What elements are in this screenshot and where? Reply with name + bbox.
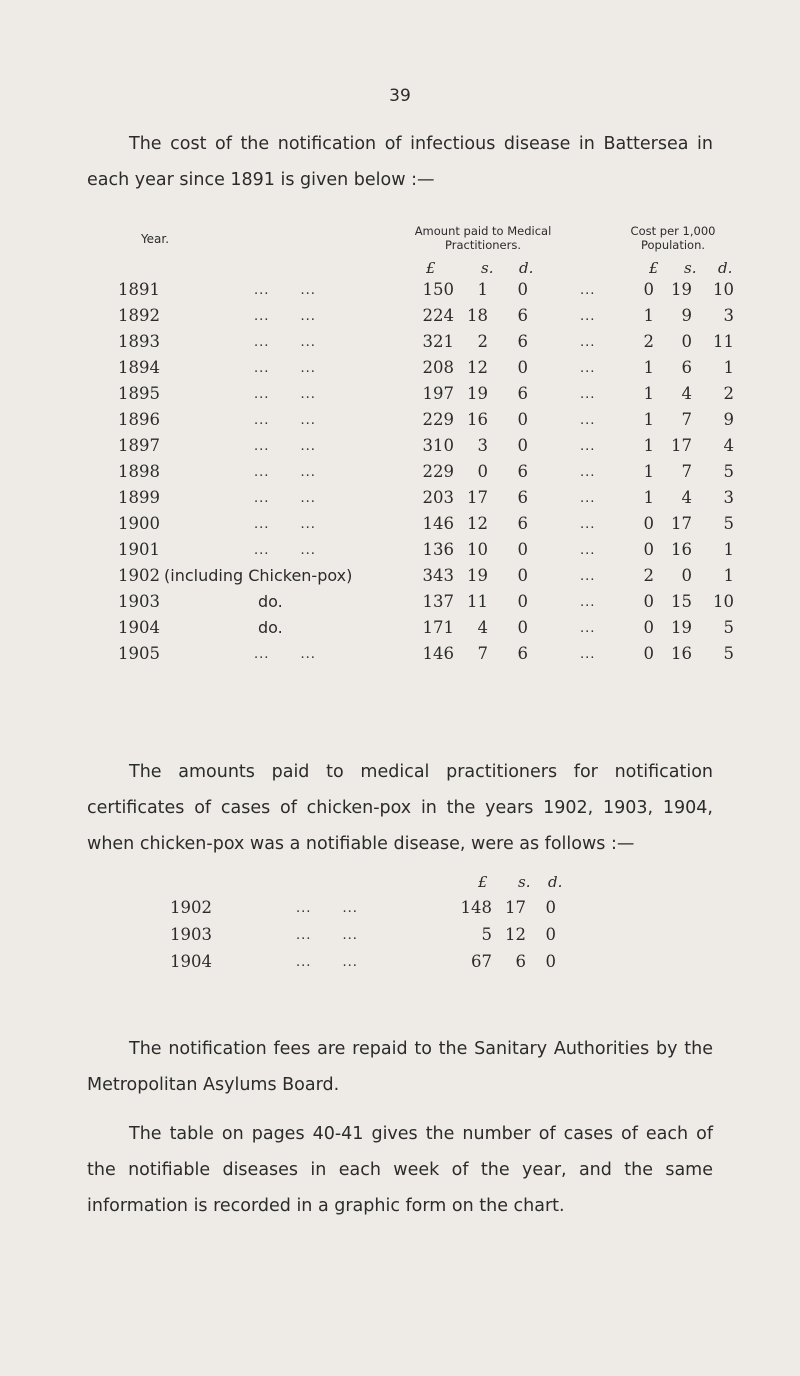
leader-dots: ... ...	[254, 491, 316, 506]
cell-cost-pence: 9	[723, 410, 734, 429]
cell-amount-pounds: 208	[422, 358, 454, 377]
cell-cost-pence: 1	[723, 358, 734, 377]
cell-amount-shillings: 1	[477, 280, 488, 299]
page-number: 39	[389, 86, 411, 106]
cell-amount-pounds: 229	[422, 410, 454, 429]
table-row	[0, 952, 800, 978]
cell-cost-pounds: 1	[643, 384, 654, 403]
cell-amount-pence: 6	[517, 306, 528, 325]
cell-note: (including Chicken-pox)	[164, 566, 353, 585]
leader-dots: ...	[580, 283, 596, 298]
cell-cost-pounds: 0	[643, 644, 654, 663]
table-row	[0, 280, 800, 306]
cell-cost-shillings: 19	[671, 618, 692, 637]
cell-cost-shillings: 4	[681, 488, 692, 507]
cell-cost-shillings: 9	[681, 306, 692, 325]
leader-dots: ...	[580, 413, 596, 428]
cell-amount-shillings: 12	[467, 514, 488, 533]
cell-cost-pence: 5	[723, 618, 734, 637]
cell-year: 1904	[170, 952, 212, 971]
cell-amount-pounds: 150	[422, 280, 454, 299]
cell-cost-shillings: 19	[671, 280, 692, 299]
leader-dots: ...	[580, 491, 596, 506]
cell-year: 1893	[118, 332, 160, 351]
cell-amount-pounds: 343	[422, 566, 454, 585]
table-row	[0, 462, 800, 488]
cell-cost-shillings: 0	[681, 566, 692, 585]
leader-dots: ... ...	[254, 647, 316, 662]
unit-pence: d.	[519, 259, 534, 277]
table-row	[0, 436, 800, 462]
cell-amount-pence: 0	[517, 410, 528, 429]
cell-amount-pounds: 146	[422, 644, 454, 663]
cell-amount-shillings: 17	[467, 488, 488, 507]
table-row	[0, 925, 800, 951]
leader-dots: ... ...	[296, 955, 358, 970]
cell-amount-pence: 0	[517, 592, 528, 611]
table-row	[0, 540, 800, 566]
cell-year: 1895	[118, 384, 160, 403]
cell-cost-shillings: 16	[671, 540, 692, 559]
cell-cost-shillings: 17	[671, 436, 692, 455]
cell-cost-pounds: 2	[643, 566, 654, 585]
header-year: Year.	[140, 232, 170, 246]
cell-year: 1900	[118, 514, 160, 533]
cell-cost-pence: 1	[723, 540, 734, 559]
leader-dots: ... ...	[254, 517, 316, 532]
cell-year: 1904	[118, 618, 160, 637]
cell-cost-pounds: 1	[643, 436, 654, 455]
cell-cost-shillings: 15	[671, 592, 692, 611]
table-row	[0, 618, 800, 644]
cell-note: do.	[258, 592, 283, 611]
intro-paragraph: The cost of the notification of infectious disease in Battersea in each year since 1891 is given below :—	[87, 134, 713, 190]
table-row	[0, 358, 800, 384]
cell-cost-pence: 11	[713, 332, 734, 351]
cell-cost-pounds: 1	[643, 306, 654, 325]
chart-paragraph: The table on pages 40-41 gives the number of cases of each of the notifiable diseases in each week of the year, and the same information is recorded in a graphic form on the chart.	[87, 1124, 713, 1216]
leader-dots: ... ...	[254, 309, 316, 324]
cell-year: 1905	[118, 644, 160, 663]
unit-pounds: £	[426, 259, 436, 277]
cell-amount-pounds: 137	[422, 592, 454, 611]
cell-cost-pence: 3	[723, 306, 734, 325]
cell-cost-shillings: 7	[681, 462, 692, 481]
cell-amount-pence: 0	[517, 540, 528, 559]
cell-cost-pence: 10	[713, 280, 734, 299]
cell-amount-pence: 0	[517, 280, 528, 299]
cell-shillings: 6	[515, 952, 526, 971]
cell-shillings: 12	[505, 925, 526, 944]
unit-shillings: s.	[481, 259, 494, 277]
cell-year: 1901	[118, 540, 160, 559]
cell-cost-pounds: 2	[643, 332, 654, 351]
cp-unit-pence: d.	[548, 873, 563, 891]
cell-amount-pounds: 229	[422, 462, 454, 481]
leader-dots: ...	[580, 569, 596, 584]
cell-cost-pounds: 0	[643, 540, 654, 559]
cell-cost-pounds: 0	[643, 618, 654, 637]
cell-amount-shillings: 10	[467, 540, 488, 559]
cell-amount-shillings: 12	[467, 358, 488, 377]
cell-year: 1902	[118, 566, 160, 585]
leader-dots: ...	[580, 595, 596, 610]
table-row	[0, 384, 800, 410]
cell-year: 1892	[118, 306, 160, 325]
table-row	[0, 514, 800, 540]
cell-year: 1898	[118, 462, 160, 481]
cell-pounds: 148	[460, 898, 492, 917]
cell-amount-pence: 6	[517, 514, 528, 533]
cell-pence: 0	[545, 898, 556, 917]
header-cost: Cost per 1,000 Population.	[630, 224, 716, 252]
cell-cost-pence: 1	[723, 566, 734, 585]
cell-amount-pence: 0	[517, 618, 528, 637]
leader-dots: ...	[580, 517, 596, 532]
cell-cost-pounds: 1	[643, 462, 654, 481]
leader-dots: ... ...	[254, 465, 316, 480]
cell-pence: 0	[545, 925, 556, 944]
cell-year: 1897	[118, 436, 160, 455]
leader-dots: ...	[580, 647, 596, 662]
table-row	[0, 306, 800, 332]
leader-dots: ... ...	[296, 928, 358, 943]
cell-cost-pounds: 0	[643, 514, 654, 533]
repaid-paragraph: The notification fees are repaid to the Sanitary Authorities by the Metropolitan Asylums Board.	[87, 1039, 713, 1095]
table-row	[0, 644, 800, 670]
unit-shillings-cost: s.	[684, 259, 697, 277]
cell-cost-pounds: 0	[643, 592, 654, 611]
leader-dots: ... ...	[254, 361, 316, 376]
leader-dots: ... ...	[254, 543, 316, 558]
unit-pence-cost: d.	[718, 259, 733, 277]
cell-cost-shillings: 0	[681, 332, 692, 351]
cell-shillings: 17	[505, 898, 526, 917]
leader-dots: ... ...	[254, 335, 316, 350]
cell-cost-pounds: 1	[643, 358, 654, 377]
cell-year: 1896	[118, 410, 160, 429]
table-row	[0, 410, 800, 436]
leader-dots: ...	[580, 361, 596, 376]
cell-amount-pence: 6	[517, 462, 528, 481]
cell-cost-shillings: 7	[681, 410, 692, 429]
cell-year: 1902	[170, 898, 212, 917]
chickenpox-paragraph: The amounts paid to medical practitioners for notification certificates of cases of chicken-pox in the years 1902, 1903, 1904, when chicken-pox was a notifiable disease, were as follows :—	[87, 762, 713, 854]
cell-amount-pounds: 203	[422, 488, 454, 507]
leader-dots: ... ...	[254, 413, 316, 428]
cell-amount-pounds: 197	[422, 384, 454, 403]
table-row	[0, 592, 800, 618]
cell-cost-pounds: 1	[643, 410, 654, 429]
leader-dots: ...	[580, 387, 596, 402]
leader-dots: ...	[580, 309, 596, 324]
cell-amount-pence: 0	[517, 566, 528, 585]
cell-amount-pounds: 224	[422, 306, 454, 325]
cell-year: 1903	[118, 592, 160, 611]
cell-cost-shillings: 6	[681, 358, 692, 377]
leader-dots: ... ...	[254, 283, 316, 298]
cell-cost-pence: 3	[723, 488, 734, 507]
cell-amount-pence: 6	[517, 488, 528, 507]
cp-unit-pounds: £	[478, 873, 488, 891]
leader-dots: ...	[580, 465, 596, 480]
cell-amount-shillings: 18	[467, 306, 488, 325]
cell-amount-pounds: 146	[422, 514, 454, 533]
cell-amount-pounds: 136	[422, 540, 454, 559]
cell-pounds: 67	[471, 952, 492, 971]
header-amount: Amount paid to Medical Practitioners.	[414, 224, 552, 252]
cell-year: 1891	[118, 280, 160, 299]
table-row	[0, 488, 800, 514]
cell-amount-pounds: 171	[422, 618, 454, 637]
table-row	[0, 566, 800, 592]
cell-amount-shillings: 4	[477, 618, 488, 637]
table-row	[0, 898, 800, 924]
cell-cost-pence: 4	[723, 436, 734, 455]
cell-amount-shillings: 19	[467, 384, 488, 403]
cell-cost-pence: 5	[723, 462, 734, 481]
cell-amount-pence: 6	[517, 384, 528, 403]
unit-pounds-cost: £	[649, 259, 659, 277]
cell-amount-shillings: 16	[467, 410, 488, 429]
cell-cost-shillings: 17	[671, 514, 692, 533]
cell-pounds: 5	[481, 925, 492, 944]
cell-amount-shillings: 19	[467, 566, 488, 585]
cell-cost-shillings: 16	[671, 644, 692, 663]
cell-amount-pence: 0	[517, 436, 528, 455]
table-row	[0, 332, 800, 358]
cell-cost-pounds: 0	[643, 280, 654, 299]
cell-amount-pounds: 310	[422, 436, 454, 455]
cell-year: 1903	[170, 925, 212, 944]
cell-year: 1894	[118, 358, 160, 377]
cell-note: do.	[258, 618, 283, 637]
leader-dots: ... ...	[254, 387, 316, 402]
leader-dots: ... ...	[254, 439, 316, 454]
cell-amount-pence: 6	[517, 332, 528, 351]
cell-pence: 0	[545, 952, 556, 971]
cell-amount-shillings: 7	[477, 644, 488, 663]
cell-amount-shillings: 0	[477, 462, 488, 481]
cell-amount-shillings: 3	[477, 436, 488, 455]
cell-cost-pence: 10	[713, 592, 734, 611]
cell-cost-pence: 5	[723, 514, 734, 533]
leader-dots: ...	[580, 621, 596, 636]
leader-dots: ...	[580, 543, 596, 558]
cell-cost-pence: 2	[723, 384, 734, 403]
cell-amount-shillings: 2	[477, 332, 488, 351]
cell-cost-pounds: 1	[643, 488, 654, 507]
cell-cost-shillings: 4	[681, 384, 692, 403]
leader-dots: ...	[580, 439, 596, 454]
cell-amount-shillings: 11	[467, 592, 488, 611]
cp-unit-shillings: s.	[518, 873, 531, 891]
cell-amount-pence: 6	[517, 644, 528, 663]
cell-amount-pounds: 321	[422, 332, 454, 351]
cell-cost-pence: 5	[723, 644, 734, 663]
leader-dots: ... ...	[296, 901, 358, 916]
cell-amount-pence: 0	[517, 358, 528, 377]
leader-dots: ...	[580, 335, 596, 350]
cell-year: 1899	[118, 488, 160, 507]
